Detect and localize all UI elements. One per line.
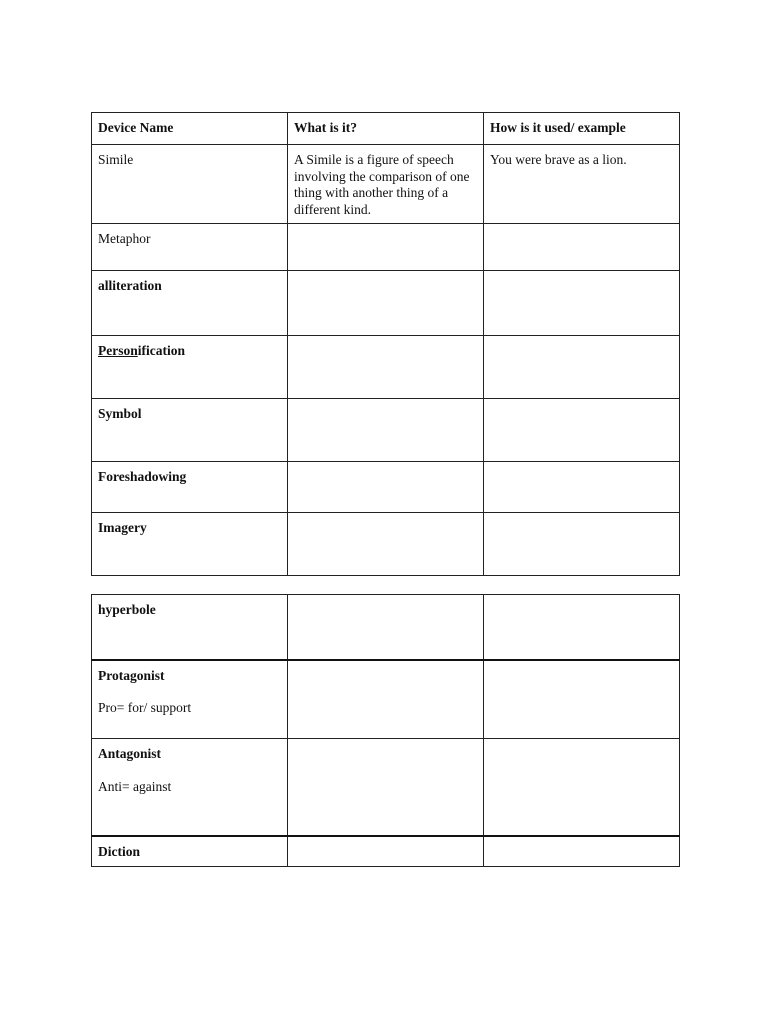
example-cell	[484, 336, 680, 399]
definition-cell	[288, 462, 484, 513]
table-header-row	[92, 113, 680, 145]
device-name-cell: alliteration	[92, 271, 288, 336]
definition-cell	[288, 836, 484, 867]
header-device-name: Device Name	[92, 113, 288, 145]
literary-devices-table-continued	[91, 594, 680, 867]
device-name-cell: Simile	[92, 145, 288, 224]
example-cell	[484, 836, 680, 867]
table-row	[92, 399, 680, 462]
table-row	[92, 145, 680, 224]
example-cell	[484, 660, 680, 739]
device-note: Pro= for/ support	[98, 700, 192, 715]
example-cell: You were brave as a lion.	[484, 145, 680, 224]
example-cell	[484, 739, 680, 836]
table-row	[92, 336, 680, 399]
definition-cell	[288, 739, 484, 836]
table-row	[92, 595, 680, 660]
table-row	[92, 271, 680, 336]
table-row	[92, 224, 680, 271]
table-row	[92, 660, 680, 739]
definition-cell	[288, 336, 484, 399]
device-note: Anti= against	[98, 778, 172, 794]
device-name-cell: Imagery	[92, 513, 288, 576]
table-row	[92, 739, 680, 836]
header-how-used-example: How is it used/ example	[484, 113, 680, 145]
device-name-cell	[92, 739, 288, 836]
device-name: Protagonist	[98, 667, 165, 683]
table-row	[92, 462, 680, 513]
example-cell	[484, 513, 680, 576]
definition-cell	[288, 271, 484, 336]
device-name-cell	[92, 660, 288, 739]
device-name-cell: hyperbole	[92, 595, 288, 660]
example-cell	[484, 462, 680, 513]
definition-cell	[288, 513, 484, 576]
device-name-cell: Diction	[92, 836, 288, 867]
device-name-cell: Foreshadowing	[92, 462, 288, 513]
literary-devices-table	[91, 112, 680, 576]
device-name-underlined-part: Person	[98, 343, 138, 358]
device-name: Antagonist	[98, 746, 162, 761]
example-cell	[484, 595, 680, 660]
device-name-cell: Symbol	[92, 399, 288, 462]
definition-cell	[288, 595, 484, 660]
example-cell	[484, 224, 680, 271]
example-cell	[484, 399, 680, 462]
device-name-cell: Metaphor	[92, 224, 288, 271]
device-name-rest: ification	[137, 343, 185, 358]
table-row	[92, 836, 680, 867]
example-cell	[484, 271, 680, 336]
header-what-is-it: What is it?	[288, 113, 484, 145]
table-row	[92, 513, 680, 576]
definition-cell: A Simile is a figure of speech involving the comparison of one thing with another thing of a different kind.	[288, 145, 484, 224]
definition-cell	[288, 399, 484, 462]
device-name-cell	[92, 336, 288, 399]
definition-cell	[288, 224, 484, 271]
definition-cell	[288, 660, 484, 739]
